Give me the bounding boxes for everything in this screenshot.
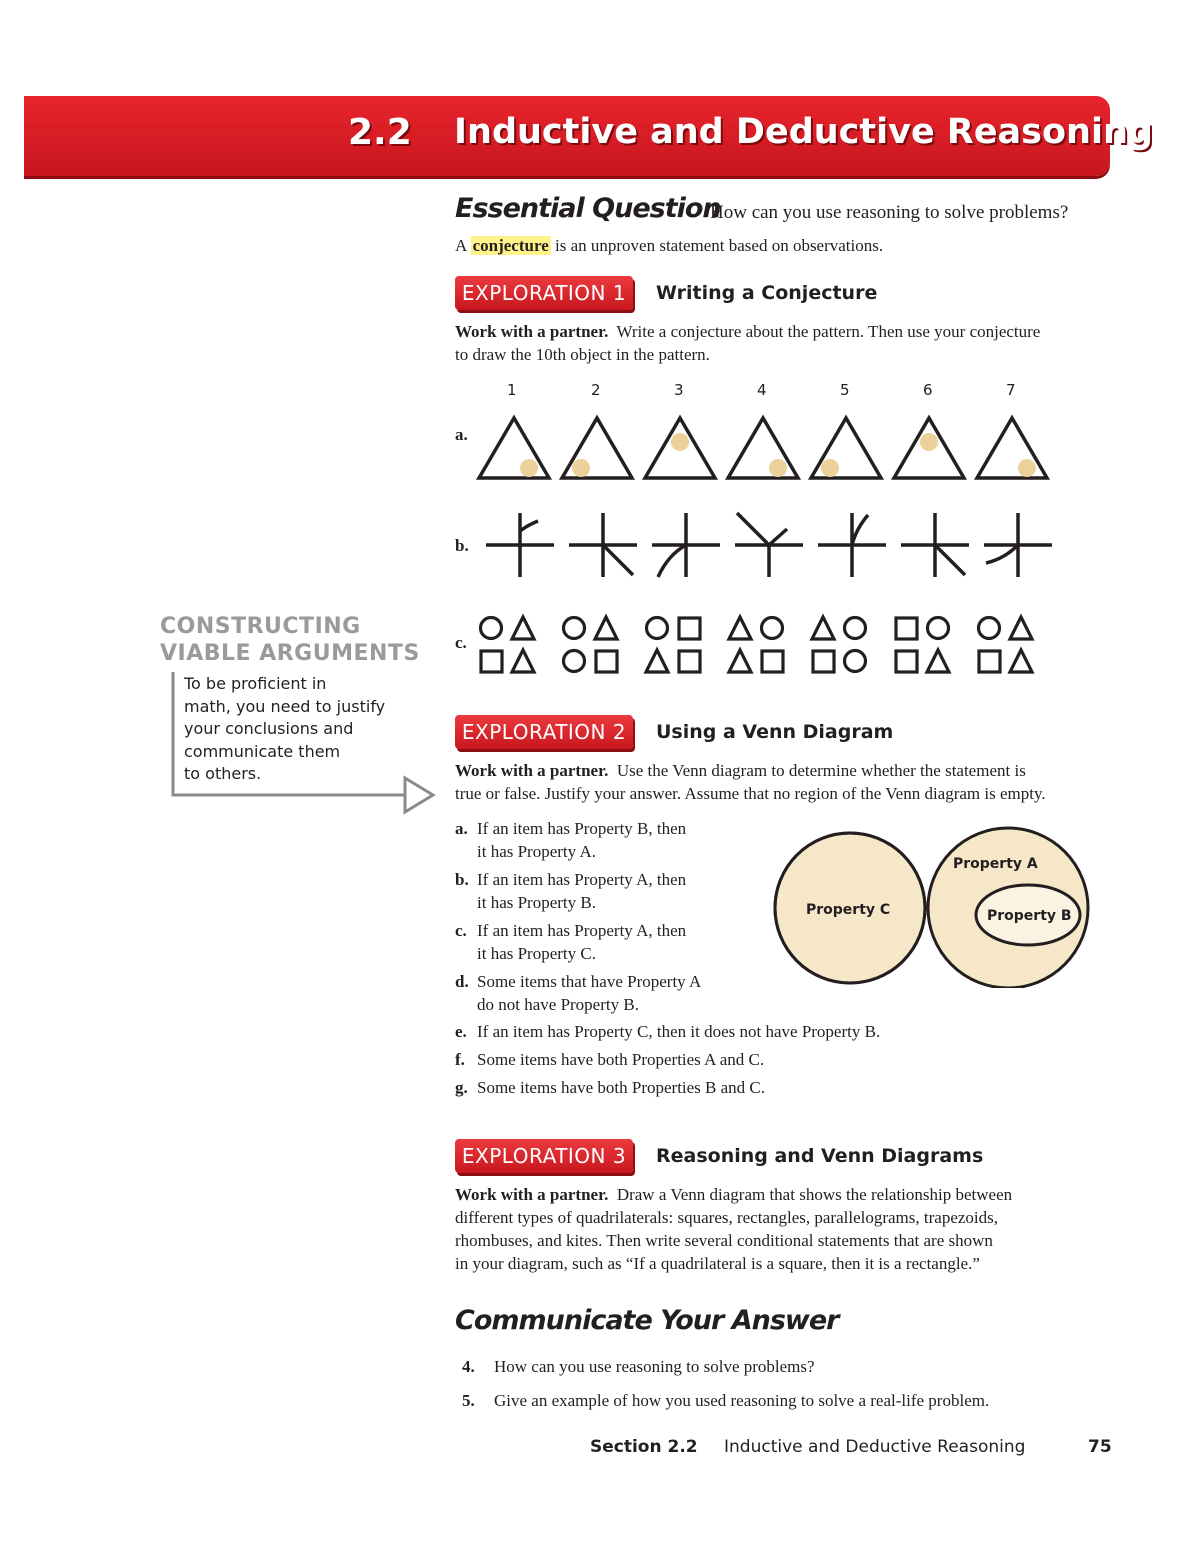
triangle-figure-6 [894, 418, 964, 478]
cross-figure-4 [735, 513, 803, 577]
page-number: 75 [1088, 1437, 1112, 1457]
essential-question-text: How can you use reasoning to solve problems? [710, 202, 1069, 223]
exploration-3-instructions: Work with a partner. Draw a Venn diagram that shows the relationship between different types of quadrilaterals: squares, rectangles, parallelograms, trapezoids, rhombuses, and kites. Then write several conditional statements that are shown in your diagram, such as “If a quadrilateral is a square, then it is a rectangle.” [455, 1185, 1013, 1273]
cross-figure-3 [652, 513, 720, 577]
list-item: g. Some items have both Properties B and C. [455, 1078, 766, 1097]
column-number: 7 [1006, 381, 1016, 399]
communicate-heading: Communicate Your Answer [455, 1305, 839, 1336]
list-item: f. Some items have both Properties A and C. [455, 1050, 765, 1069]
question-item: 4. How can you use reasoning to solve problems? [462, 1357, 815, 1376]
list-item: a. If an item has Property B, then it has Property A. [455, 819, 687, 861]
exploration-1-badge: EXPLORATION 1 [455, 276, 633, 310]
triangle-figure-4 [728, 418, 798, 478]
triangle-figure-7 [977, 418, 1047, 478]
column-number: 2 [591, 381, 601, 399]
venn-label-b: Property B [987, 908, 1072, 924]
column-number: 6 [923, 381, 933, 399]
exploration-2-instructions: Work with a partner. Use the Venn diagram to determine whether the statement is true or false. Justify your answer. Assume that no region of the Venn diagram is empty. [455, 761, 1046, 803]
column-number: 5 [840, 381, 850, 399]
shape-figure-5 [812, 617, 866, 672]
sidebar-arrow-icon [165, 670, 440, 815]
row-label-b: b. [455, 536, 469, 555]
cross-figure-6 [901, 513, 969, 577]
cross-figure-1 [486, 513, 554, 577]
exploration-3-badge: EXPLORATION 3 [455, 1139, 633, 1173]
list-item: d. Some items that have Property A do not have Property B. [455, 972, 702, 1014]
column-number: 3 [674, 381, 684, 399]
exploration-2-title: Using a Venn Diagram [656, 721, 894, 743]
row-label-a: a. [455, 425, 468, 444]
shape-figure-1 [481, 617, 535, 672]
triangle-figure-3 [645, 418, 715, 478]
exploration-1-instructions: Work with a partner. Write a conjecture about the pattern. Then use your conjecture to draw the 10th object in the pattern. [455, 322, 1041, 364]
section-banner [24, 96, 1153, 176]
cross-figure-7 [984, 513, 1052, 577]
triangle-figure-2 [562, 418, 632, 478]
list-item: c. If an item has Property A, then it has Property C. [455, 921, 687, 963]
exploration-2-badge: EXPLORATION 2 [455, 715, 633, 749]
exploration-3-title: Reasoning and Venn Diagrams [656, 1145, 984, 1167]
footer-title: Inductive and Deductive Reasoning [724, 1437, 1026, 1457]
column-number: 4 [757, 381, 767, 399]
shape-figure-7 [979, 617, 1033, 672]
question-item: 5. Give an example of how you used reasoning to solve a real-life problem. [462, 1391, 990, 1410]
shape-pattern-row [474, 612, 1054, 678]
venn-diagram [770, 826, 1092, 988]
column-number: 1 [507, 381, 517, 399]
conjecture-term: conjecture [472, 236, 549, 255]
shape-figure-4 [729, 617, 783, 672]
shape-figure-3 [646, 618, 700, 673]
row-label-c: c. [455, 633, 467, 652]
conjecture-definition: A conjecture is an unproven statement based on observations. [455, 236, 884, 255]
cross-figure-2 [569, 513, 637, 577]
venn-label-a: Property A [953, 856, 1038, 872]
list-item: e. If an item has Property C, then it does not have Property B. [455, 1022, 881, 1041]
list-item: b. If an item has Property A, then it has Property B. [455, 870, 687, 912]
shape-figure-2 [564, 617, 618, 672]
triangle-figure-1 [479, 418, 549, 478]
cross-pattern-row [480, 505, 1060, 585]
essential-question-label: Essential Question [455, 193, 721, 224]
section-number: 2.2 [348, 112, 412, 153]
triangle-pattern-row [470, 410, 1060, 490]
footer-section: Section 2.2 [590, 1437, 698, 1457]
sidebar-heading: CONSTRUCTING VIABLE ARGUMENTS [160, 614, 420, 666]
exploration-1-title: Writing a Conjecture [656, 282, 878, 304]
cross-figure-5 [818, 513, 886, 577]
sidebar-text: To be proficient in math, you need to justify your conclusions and communicate them to others. [184, 674, 386, 783]
triangle-figure-5 [811, 418, 881, 478]
section-title: Inductive and Deductive Reasoning [454, 112, 1153, 152]
venn-label-c: Property C [806, 902, 891, 918]
shape-figure-6 [896, 618, 949, 673]
